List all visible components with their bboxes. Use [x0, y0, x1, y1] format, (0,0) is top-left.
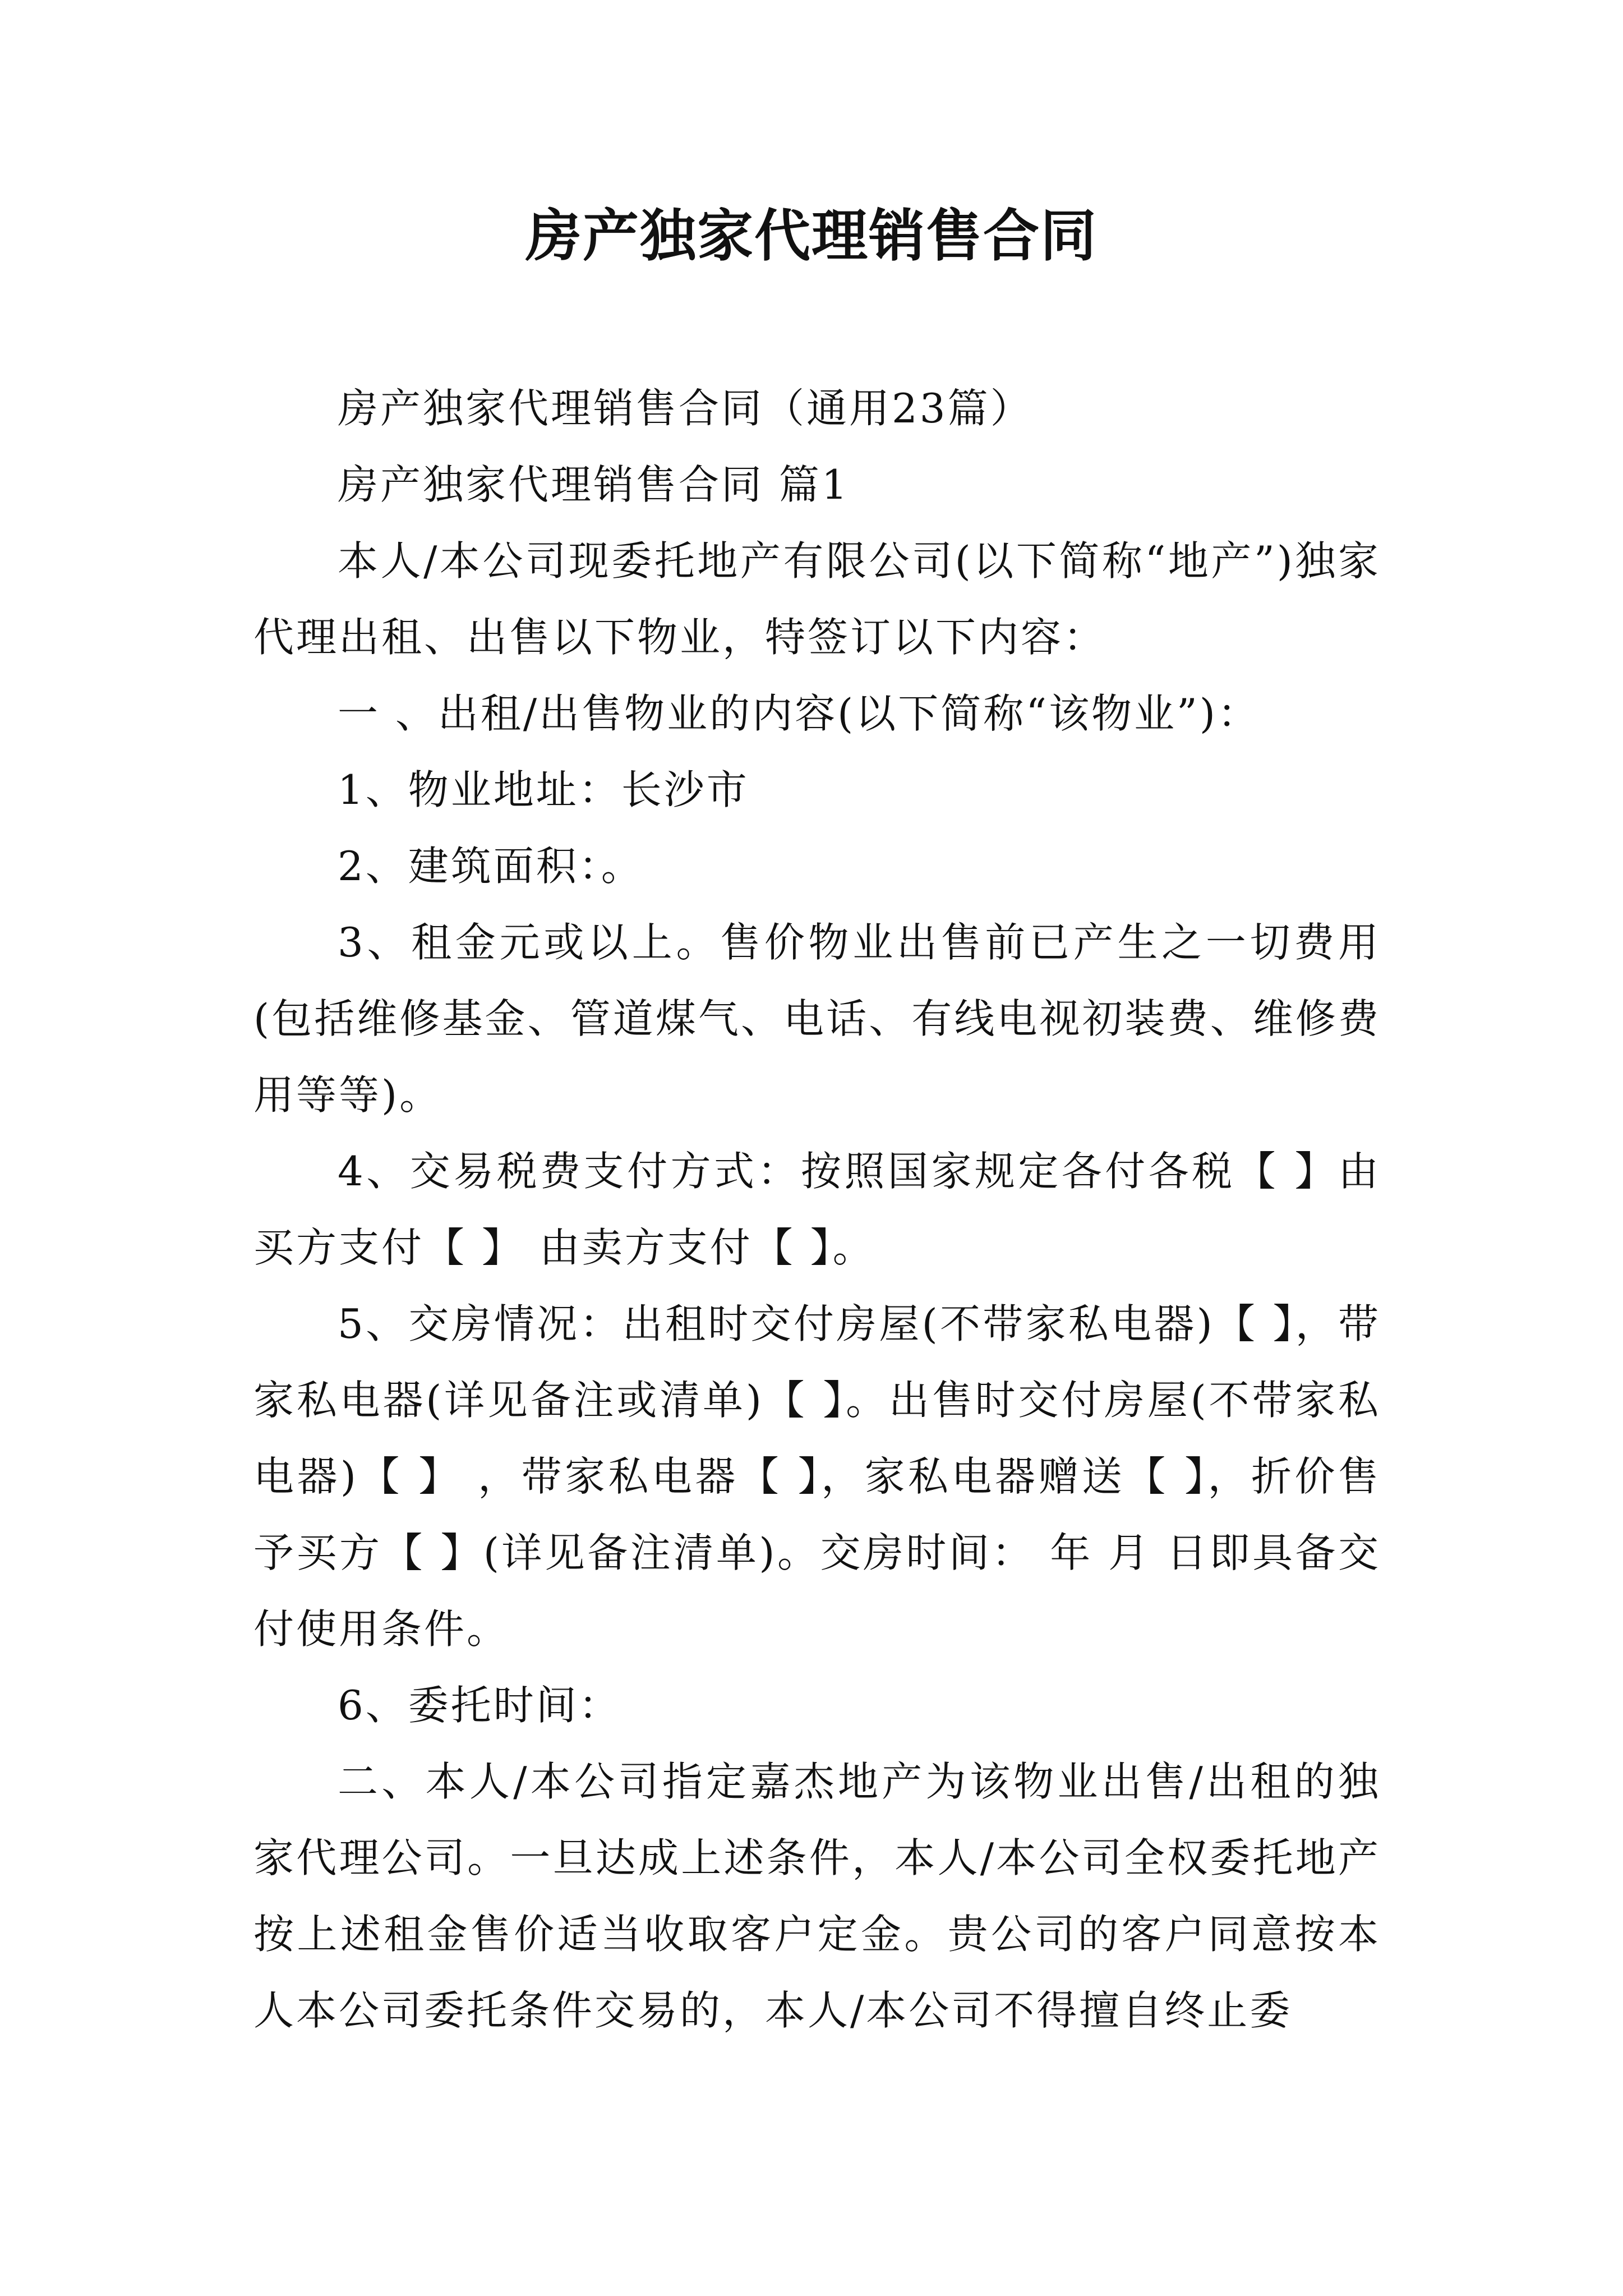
document-title: 房产独家代理销售合同: [525, 203, 1098, 269]
document-body: [253, 370, 1381, 2049]
section-heading: 房产独家代理销售合同 篇1: [338, 461, 850, 508]
paragraph: 1、物业地址：长沙市: [338, 766, 749, 813]
paragraph: 4、交易税费支付方式：按照国家规定各付各税【 】由买方支付【 】 由卖方支付【 】。: [253, 1148, 1381, 1271]
paragraph: 3、租金元或以上。售价物业出售前已产生之一切费用(包括维修基金、管道煤气、电话、有线电视初装费、维修费用等等)。: [253, 919, 1381, 1119]
paragraph: 6、委托时间：: [338, 1682, 621, 1729]
subtitle: 房产独家代理销售合同（通用23篇）: [338, 385, 1033, 432]
paragraph: 本人/本公司现委托地产有限公司(以下简称“地产”)独家代理出租、出售以下物业，特签订以下内容：: [253, 537, 1381, 661]
paragraph: 5、交房情况：出租时交付房屋(不带家私电器)【 】，带家私电器(详见备注或清单)【 】。出售时交付房屋(不带家私电器)【 】 ，带家私电器【 】，家私电器赠送【 】，折价售予买方【 】(详见备注清单)。交房时间： 年 月 日即具备交付使用条件。: [253, 1300, 1381, 1653]
paragraph: 2、建筑面积：。: [338, 843, 644, 890]
paragraph: 一 、出租/出售物业的内容(以下简称“该物业”)：: [338, 690, 1260, 737]
paragraph: 二、本人/本公司指定嘉杰地产为该物业出售/出租的独家代理公司。一旦达成上述条件，本人/本公司全权委托地产按上述租金售价适当收取客户定金。贵公司的客户同意按本人本公司委托条件交易的，本人/本公司不得擅自终止委: [253, 1758, 1381, 2034]
